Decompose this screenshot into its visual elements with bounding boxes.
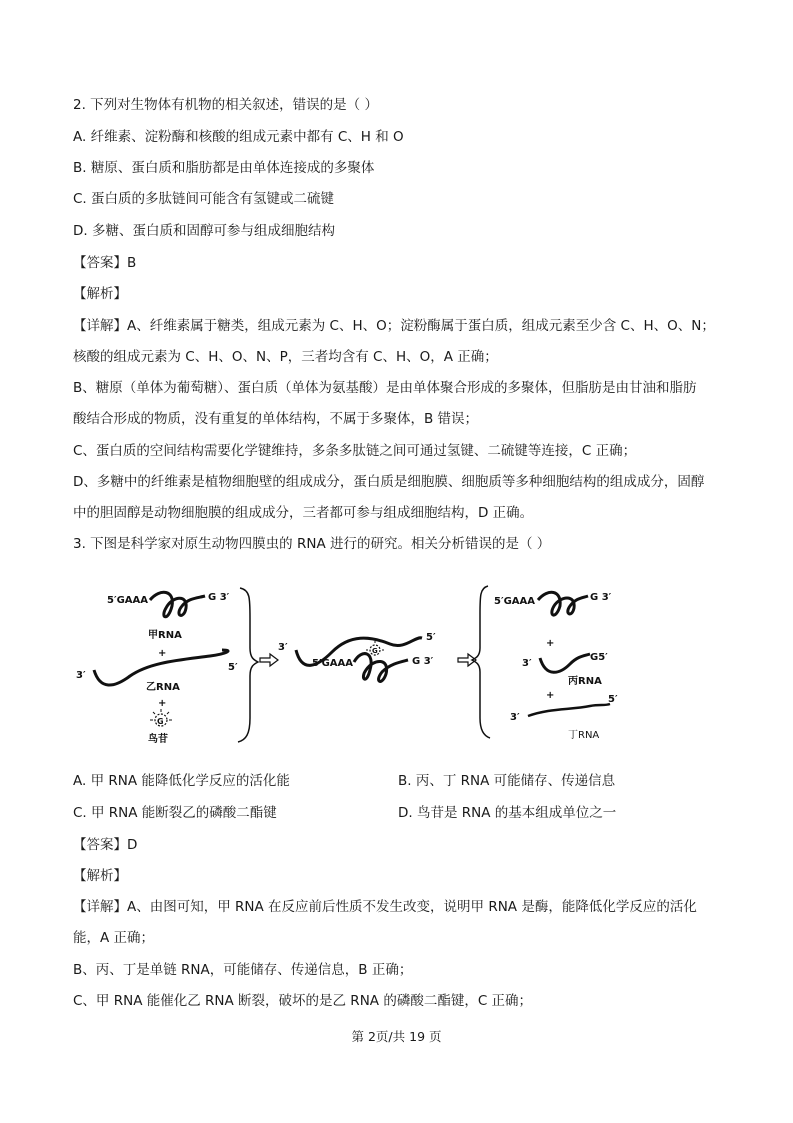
bing-g5-label: G5′ [590,652,608,663]
yi-5prime-label: 5′ [228,662,238,673]
q3-option-c: C. 甲 RNA 能断裂乙的磷酸二酯键 [73,805,277,821]
q3-detail-line: 能，A 正确； [73,930,155,946]
q3-option-b: B. 丙、丁 RNA 可能储存、传递信息 [398,773,616,789]
plus-sign: + [546,690,555,701]
q2-detail-line: C、蛋白质的空间结构需要化学键维持，多条多肽链之间可通过氢键、二硫键等连接，C 正确； [73,443,637,459]
q2-option-c: C. 蛋白质的多肽链间可能含有氢键或二硫键 [73,191,335,207]
mid-guanosine-g-label: G [372,647,378,655]
jia-rna-strand [150,592,205,616]
bing-rna-strand [540,654,590,672]
yi-3prime-label: 3′ [76,670,86,681]
q3-analysis-label: 【解析】 [73,868,127,884]
mid-jia-strand [354,654,408,682]
mid-3prime-label: 3′ [278,642,288,653]
q2-detail-line: D、多糖中的纤维素是植物细胞壁的组成成分，蛋白质是细胞膜、细胞质等多种细胞结构的组成成分，固醇 [73,474,705,490]
q3-detail-line: B、丙、丁是单链 RNA，可能储存、传递信息，B 正确； [73,962,413,978]
page-footer: 第 2页/共 19 页 [351,1029,442,1044]
ding-5prime-label: 5′ [608,694,618,705]
jia-3prime-label: G 3′ [208,592,230,603]
q2-option-b: B. 糖原、蛋白质和脂肪都是由单体连接成的多聚体 [73,160,375,176]
q2-analysis-label: 【解析】 [73,286,127,302]
q2-detail-line: 酸结合形成的物质，没有重复的单体结构，不属于多聚体，B 错误； [73,411,479,427]
plus-sign: + [546,638,555,649]
plus-sign: + [158,648,167,659]
q2-option-a: A. 纤维素、淀粉酶和核酸的组成元素中都有 C、H 和 O [73,129,404,145]
q3-answer: 【答案】D [73,837,138,853]
ding-3prime-label: 3′ [510,712,520,723]
q2-stem: 2. 下列对生物体有机物的相关叙述，错误的是（ ） [73,97,378,113]
q3-option-d: D. 鸟苷是 RNA 的基本组成单位之一 [398,805,617,821]
guanosine-label: 鸟苷 [148,734,168,745]
plus-sign: + [158,698,167,709]
q3-detail-line: 【详解】A、由图可知，甲 RNA 在反应前后性质不发生改变，说明甲 RNA 是酶，能降低化学反应的活化 [73,899,697,915]
mid-g3-label: G 3′ [412,656,434,667]
q2-detail-line: 中的胆固醇是动物细胞膜的组成成分，三者都可参与组成细胞结构，D 正确。 [73,505,534,521]
reaction-arrow-1 [260,654,278,666]
bracket-right [238,588,258,742]
bracket-left [472,586,490,738]
q3-stem: 3. 下图是科学家对原生动物四膜虫的 RNA 进行的研究。相关分析错误的是（ ） [73,536,551,552]
mid-5prime-gaaa-label: 5′GAAA [312,658,354,669]
q2-detail-line: 【详解】A、纤维素属于糖类，组成元素为 C、H、O；淀粉酶属于蛋白质，组成元素至少含 C、H、O、N； [73,318,715,334]
right-jia-g3-label: G 3′ [590,592,612,603]
q2-detail-line: 核酸的组成元素为 C、H、O、N、P，三者均含有 C、H、O，A 正确； [73,349,498,365]
q2-option-d: D. 多糖、蛋白质和固醇可参与组成细胞结构 [73,223,335,239]
right-jia-strand [538,592,588,615]
bing-rna-label: 丙RNA [568,676,602,687]
yi-rna-label: 乙RNA [146,682,180,693]
guanosine-g-label: G [157,717,164,726]
right-jia-5prime-label: 5′GAAA [494,596,536,607]
q3-detail-line: C、甲 RNA 能催化乙 RNA 断裂，破坏的是乙 RNA 的磷酸二酯键，C 正确； [73,993,533,1009]
jia-5prime-label: 5′GAAA [107,595,149,606]
ding-rna-label: 丁RNA [568,730,600,741]
ding-rna-strand [528,704,610,716]
q3-option-a: A. 甲 RNA 能降低化学反应的活化能 [73,773,290,789]
bing-3prime-label: 3′ [522,658,532,669]
mid-5prime-label: 5′ [426,632,436,643]
jia-rna-label: 甲RNA [148,630,182,641]
rna-reaction-diagram [70,578,630,753]
q2-detail-line: B、糖原（单体为葡萄糖）、蛋白质（单体为氨基酸）是由单体聚合形成的多聚体，但脂肪是由甘油和脂肪 [73,380,697,396]
q2-answer: 【答案】B [73,255,137,271]
